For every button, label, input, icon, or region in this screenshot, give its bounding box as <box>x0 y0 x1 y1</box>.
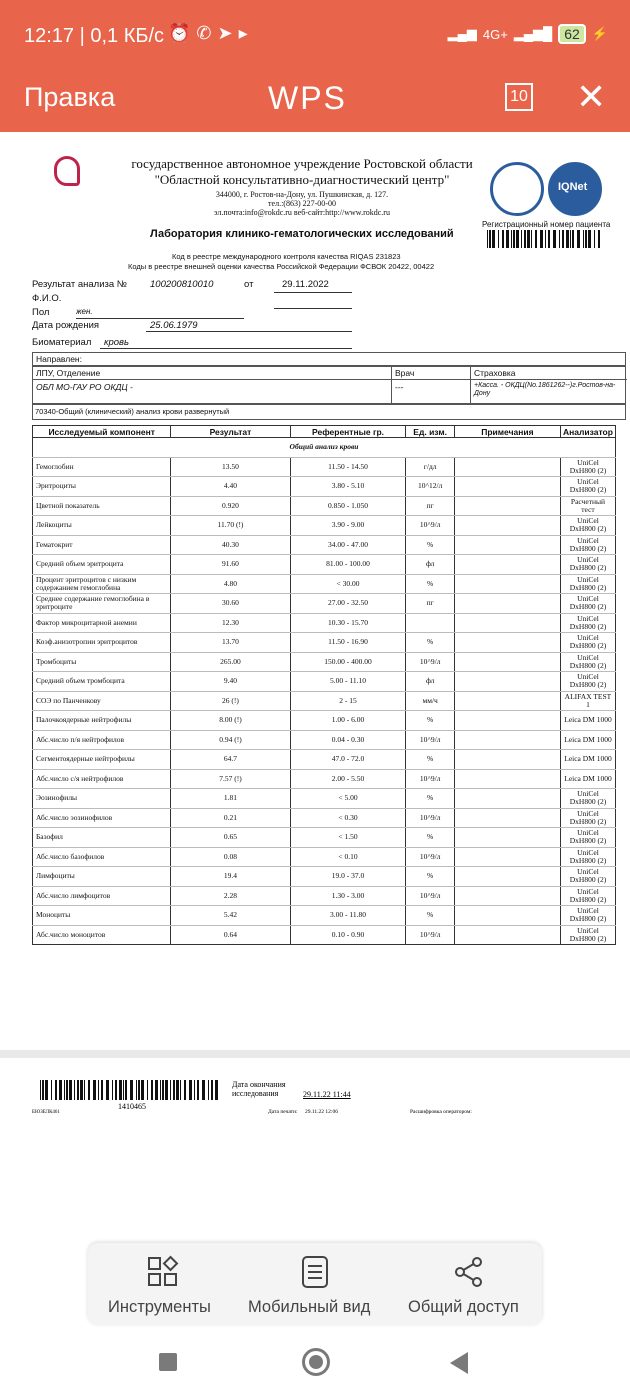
dept-value: ОБЛ МО-ГАУ РО ОКДЦ - <box>36 382 133 392</box>
cell-notes <box>454 672 560 692</box>
cell-notes <box>454 828 560 848</box>
share-icon <box>452 1255 486 1289</box>
signature-label: Расшифровка оператором: <box>410 1109 472 1115</box>
table-row <box>33 691 616 711</box>
cell-result: 0.08 <box>171 847 290 867</box>
cell-component: Тромбоциты <box>33 652 171 672</box>
cell-reference: 3.80 - 5.10 <box>290 477 406 497</box>
share-label: Общий доступ <box>408 1298 519 1316</box>
test-name-box <box>32 404 626 420</box>
table-row <box>33 574 616 594</box>
share-button[interactable] <box>398 1243 542 1325</box>
cell-component: Лейкоциты <box>33 516 171 536</box>
cell-result: 13.70 <box>171 633 290 653</box>
fio-label: Ф.И.О. <box>32 293 62 304</box>
cell-reference: < 1.50 <box>290 828 406 848</box>
cell-unit: 10^12/л <box>406 477 454 497</box>
cell-component: Гемоглобин <box>33 457 171 477</box>
mobile-view-button[interactable] <box>238 1243 398 1325</box>
cell-unit: 10^9/л <box>406 808 454 828</box>
org-header <box>122 156 482 217</box>
table-row <box>33 925 616 945</box>
cell-unit: % <box>406 789 454 809</box>
network-type: 4G+ <box>482 26 508 42</box>
cell-component: Лимфоциты <box>33 867 171 887</box>
table-row <box>33 633 616 653</box>
result-label: Результат анализа № <box>32 279 127 290</box>
cell-result: 64.7 <box>171 750 290 770</box>
cell-notes <box>454 652 560 672</box>
home-icon[interactable] <box>302 1348 330 1376</box>
test-name: 70340-Общий (клинический) анализ крови развернутый <box>35 407 230 416</box>
table-row <box>33 535 616 555</box>
cell-unit: % <box>406 750 454 770</box>
cell-reference: 81.00 - 100.00 <box>290 555 406 575</box>
document-page[interactable] <box>0 132 630 1050</box>
cell-analyzer: UniCel DxH800 (2) <box>560 613 615 633</box>
doctor-header: Врач <box>395 368 415 378</box>
referral-table <box>32 366 626 404</box>
cell-component: Коэф.анизотропии эритроцитов <box>33 633 171 653</box>
cell-analyzer: UniCel DxH800 (2) <box>560 672 615 692</box>
cell-unit: % <box>406 633 454 653</box>
cell-component: Абс.число лимфоцитов <box>33 886 171 906</box>
tools-icon <box>146 1255 180 1289</box>
cell-reference: < 0.30 <box>290 808 406 828</box>
cell-analyzer: UniCel DxH800 (2) <box>560 555 615 575</box>
tools-label: Инструменты <box>108 1298 211 1316</box>
riqas-code: Код в реестре международного контроля качества RIQAS 231823 <box>172 252 401 261</box>
recents-icon[interactable] <box>159 1353 177 1371</box>
cell-analyzer: UniCel DxH800 (2) <box>560 477 615 497</box>
cell-unit: % <box>406 711 454 731</box>
cell-analyzer: UniCel DxH800 (2) <box>560 457 615 477</box>
cell-reference: 10.30 - 15.70 <box>290 613 406 633</box>
table-row <box>33 769 616 789</box>
footer-barcode-number: 1410465 <box>118 1102 146 1111</box>
table-row <box>33 477 616 497</box>
cell-analyzer: UniCel DxH800 (2) <box>560 828 615 848</box>
birth-value: 25.06.1979 <box>150 320 198 331</box>
cell-reference: 2.00 - 5.50 <box>290 769 406 789</box>
table-row <box>33 906 616 926</box>
cell-unit: 10^9/л <box>406 730 454 750</box>
cell-result: 7.57 (!) <box>171 769 290 789</box>
back-icon[interactable] <box>450 1352 468 1374</box>
cell-reference: 5.00 - 11.10 <box>290 672 406 692</box>
cell-unit: мм/ч <box>406 691 454 711</box>
cell-unit: 10^9/л <box>406 516 454 536</box>
cell-unit: % <box>406 574 454 594</box>
cell-reference: 11.50 - 14.50 <box>290 457 406 477</box>
cell-reference: 47.0 - 72.0 <box>290 750 406 770</box>
cell-reference: 0.04 - 0.30 <box>290 730 406 750</box>
signal-bars-icon: ▂▄▆█ <box>513 26 553 41</box>
cell-analyzer: UniCel DxH800 (2) <box>560 535 615 555</box>
cell-notes <box>454 535 560 555</box>
end-date-value: 29.11.22 11:44 <box>303 1090 351 1099</box>
cell-result: 4.40 <box>171 477 290 497</box>
results-table <box>32 425 616 945</box>
cell-notes <box>454 711 560 731</box>
table-row <box>33 711 616 731</box>
cell-analyzer: Leica DM 1000 <box>560 730 615 750</box>
org-phone: тел.:(863) 227-00-00 <box>268 199 336 208</box>
org-line1: государственное автономное учреждение Ростовской области <box>131 156 473 171</box>
cell-result: 0.920 <box>171 496 290 516</box>
cell-result: 0.21 <box>171 808 290 828</box>
alarm-icon: ⏰ <box>168 23 197 43</box>
edit-button[interactable]: Правка <box>24 82 116 112</box>
result-number: 100200810010 <box>150 279 214 290</box>
cell-component: Моноциты <box>33 906 171 926</box>
sex-label: Пол <box>32 307 50 318</box>
cell-result: 4.80 <box>171 574 290 594</box>
cell-notes <box>454 594 560 614</box>
fsvok-code: Коды в реестре внешней оценки качества Российской Федерации ФСВОК 20422, 00422 <box>128 262 435 271</box>
col-component: Исследуемый компонент <box>33 426 171 438</box>
org-line2: "Областной консультативно-диагностический центр" <box>154 172 450 187</box>
tools-button[interactable] <box>88 1243 238 1325</box>
cell-unit: 10^9/л <box>406 925 454 945</box>
cell-component: Процент эритроцитов с низким содержанием гемоглобина <box>33 574 171 594</box>
cell-notes <box>454 769 560 789</box>
cell-notes <box>454 808 560 828</box>
table-row <box>33 789 616 809</box>
doctor-value: --- <box>395 382 404 392</box>
cell-analyzer: UniCel DxH800 (2) <box>560 906 615 926</box>
cell-analyzer: Leica DM 1000 <box>560 750 615 770</box>
cell-notes <box>454 886 560 906</box>
cell-component: Абс.число п/я нейтрофилов <box>33 730 171 750</box>
cell-result: 8.00 (!) <box>171 711 290 731</box>
cell-reference: 3.90 - 9.00 <box>290 516 406 536</box>
table-row <box>33 828 616 848</box>
system-nav-bar <box>0 1330 630 1400</box>
cell-unit: 10^9/л <box>406 652 454 672</box>
cell-reference: < 5.00 <box>290 789 406 809</box>
insurance-value: +Касса. - ОКДЦ(No.1861262--)г.Ростов-на-Дону <box>474 382 616 397</box>
cell-component: Цветной показатель <box>33 496 171 516</box>
cell-analyzer: Leica DM 1000 <box>560 711 615 731</box>
reg-number-label: Регистрационный номер пациента <box>482 220 611 229</box>
cell-unit: пг <box>406 496 454 516</box>
iqnet-seal-icon: IQNet <box>548 162 602 216</box>
cell-result: 265.00 <box>171 652 290 672</box>
cell-analyzer: UniCel DxH800 (2) <box>560 789 615 809</box>
table-row <box>33 613 616 633</box>
footer-code: ЕЮЗЕЛК461 <box>32 1110 60 1115</box>
cell-notes <box>454 691 560 711</box>
table-row <box>33 672 616 692</box>
cell-unit <box>406 613 454 633</box>
whatsapp-icon: ✆ <box>196 23 218 43</box>
end-date-label: Дата окончания исследования <box>232 1080 286 1098</box>
col-unit: Ед. изм. <box>406 426 454 438</box>
signal-icon: ▂▄▆ <box>447 26 477 41</box>
cell-notes <box>454 633 560 653</box>
mobile-view-icon <box>298 1255 332 1289</box>
table-row <box>33 847 616 867</box>
cell-reference: 0.10 - 0.90 <box>290 925 406 945</box>
charging-icon: ⚡ <box>591 26 608 41</box>
cell-result: 11.70 (!) <box>171 516 290 536</box>
cell-analyzer: UniCel DxH800 (2) <box>560 633 615 653</box>
cell-component: Средний объем тромбоцита <box>33 672 171 692</box>
cell-notes <box>454 613 560 633</box>
cell-analyzer: UniCel DxH800 (2) <box>560 652 615 672</box>
birth-label: Дата рождения <box>32 320 100 331</box>
cell-unit: % <box>406 867 454 887</box>
org-address: 344000, г. Ростов-на-Дону, ул. Пушкинская, д. 127. <box>215 190 389 199</box>
wps-logo: WPS <box>268 80 347 116</box>
cell-result: 30.60 <box>171 594 290 614</box>
cell-notes <box>454 477 560 497</box>
cell-result: 12.30 <box>171 613 290 633</box>
cell-reference: 34.00 - 47.00 <box>290 535 406 555</box>
referral-box <box>32 352 626 366</box>
cell-notes <box>454 925 560 945</box>
result-date: 29.11.2022 <box>282 279 329 290</box>
material-value: кровь <box>104 337 130 348</box>
cell-unit: фл <box>406 672 454 692</box>
cell-reference: 19.0 - 37.0 <box>290 867 406 887</box>
cell-analyzer: UniCel DxH800 (2) <box>560 594 615 614</box>
table-row <box>33 808 616 828</box>
cell-notes <box>454 574 560 594</box>
cell-analyzer: UniCel DxH800 (2) <box>560 808 615 828</box>
notification-icons <box>168 23 254 44</box>
cell-component: Базофил <box>33 828 171 848</box>
table-row <box>33 594 616 614</box>
cell-component: Абс.число базофилов <box>33 847 171 867</box>
cell-result: 9.40 <box>171 672 290 692</box>
cell-notes <box>454 750 560 770</box>
cell-analyzer: Расчетный тест <box>560 496 615 516</box>
close-button[interactable]: ✕ <box>576 76 607 117</box>
cell-reference: < 30.00 <box>290 574 406 594</box>
cell-result: 2.28 <box>171 886 290 906</box>
cell-result: 13.50 <box>171 457 290 477</box>
page-gap <box>0 1050 630 1058</box>
sex-value: жен. <box>76 307 93 316</box>
table-row <box>33 457 616 477</box>
cell-unit: 10^9/л <box>406 769 454 789</box>
cell-reference: 27.00 - 32.50 <box>290 594 406 614</box>
status-bar <box>0 0 630 70</box>
patient-barcode <box>487 230 605 248</box>
status-time: 12:17 | 0,1 КБ/с <box>24 25 165 47</box>
cell-component: Абс.число эозинофилов <box>33 808 171 828</box>
col-reference: Референтные гр. <box>290 426 406 438</box>
insurance-header: Страховка <box>474 368 516 378</box>
cell-notes <box>454 457 560 477</box>
cell-analyzer: Leica DM 1000 <box>560 769 615 789</box>
cell-reference: 3.00 - 11.80 <box>290 906 406 926</box>
cell-reference: 150.00 - 400.00 <box>290 652 406 672</box>
cell-component: Гематокрит <box>33 535 171 555</box>
cell-notes <box>454 516 560 536</box>
cell-unit: г/дл <box>406 457 454 477</box>
app-bar <box>0 70 630 132</box>
table-row <box>33 496 616 516</box>
table-row <box>33 730 616 750</box>
cell-result: 0.94 (!) <box>171 730 290 750</box>
table-row <box>33 867 616 887</box>
cell-component: Абс.число моноцитов <box>33 925 171 945</box>
cell-result: 26 (!) <box>171 691 290 711</box>
cell-notes <box>454 496 560 516</box>
bottom-toolbar <box>88 1243 542 1325</box>
org-contacts: эл.почта:info@rokdc.ru веб-сайт:http://www.rokdc.ru <box>214 208 390 217</box>
col-result: Результат <box>171 426 290 438</box>
cell-notes <box>454 867 560 887</box>
table-row <box>33 652 616 672</box>
table-row <box>33 750 616 770</box>
cell-unit: % <box>406 906 454 926</box>
org-logo <box>52 154 104 194</box>
cell-component: Средний объем эритроцита <box>33 555 171 575</box>
col-notes: Примечания <box>454 426 560 438</box>
table-row <box>33 886 616 906</box>
cell-reference: < 0.10 <box>290 847 406 867</box>
cell-analyzer: UniCel DxH800 (2) <box>560 867 615 887</box>
cell-component: Палочкоядерные нейтрофилы <box>33 711 171 731</box>
dept-header: ЛПУ, Отделение <box>36 368 101 378</box>
cell-result: 0.65 <box>171 828 290 848</box>
table-row <box>33 555 616 575</box>
cell-result: 0.64 <box>171 925 290 945</box>
group-row <box>33 438 616 458</box>
cell-reference: 0.850 - 1.050 <box>290 496 406 516</box>
cell-result: 19.4 <box>171 867 290 887</box>
referral-title: Направлен: <box>36 354 82 364</box>
cell-analyzer: UniCel DxH800 (2) <box>560 886 615 906</box>
cell-component: Фактор микроцитарной анемии <box>33 613 171 633</box>
group-title: Общий анализ крови <box>33 438 616 458</box>
cell-analyzer: UniCel DxH800 (2) <box>560 574 615 594</box>
cell-notes <box>454 847 560 867</box>
cell-unit: % <box>406 828 454 848</box>
cell-reference: 1.30 - 3.00 <box>290 886 406 906</box>
status-right <box>448 24 608 44</box>
table-row <box>33 516 616 536</box>
cell-result: 40.30 <box>171 535 290 555</box>
cell-reference: 2 - 15 <box>290 691 406 711</box>
mobile-view-label: Мобильный вид <box>248 1298 371 1316</box>
cell-unit: 10^9/л <box>406 886 454 906</box>
play-icon: ▸ <box>238 23 254 43</box>
cell-result: 5.42 <box>171 906 290 926</box>
cell-unit: фл <box>406 555 454 575</box>
col-analyzer: Анализатор <box>560 426 615 438</box>
cell-component: Среднее содержание гемоглобина в эритроците <box>33 594 171 614</box>
battery-level: 62 <box>558 24 586 44</box>
print-date-value: 29.11.22 12:06 <box>305 1109 338 1115</box>
document-page-2[interactable] <box>0 1058 630 1238</box>
print-date-label: Дата печати: <box>268 1109 298 1115</box>
cell-unit: пг <box>406 594 454 614</box>
cell-component: Эритроциты <box>33 477 171 497</box>
cell-component: Эозинофилы <box>33 789 171 809</box>
cell-result: 91.60 <box>171 555 290 575</box>
telegram-icon: ➤ <box>217 23 239 43</box>
cell-component: Сегментоядерные нейтрофилы <box>33 750 171 770</box>
cell-notes <box>454 906 560 926</box>
cell-result: 1.81 <box>171 789 290 809</box>
cell-component: Абс.число с/я нейтрофилов <box>33 769 171 789</box>
iso-seal-icon <box>490 162 544 216</box>
cell-component: СОЭ по Панченкову <box>33 691 171 711</box>
cell-analyzer: UniCel DxH800 (2) <box>560 516 615 536</box>
table-header-row <box>33 426 616 438</box>
material-label: Биоматериал <box>32 337 92 348</box>
cell-reference: 11.50 - 16.90 <box>290 633 406 653</box>
from-label: от <box>244 279 254 290</box>
cell-unit: % <box>406 535 454 555</box>
cell-analyzer: UniCel DxH800 (2) <box>560 925 615 945</box>
cell-notes <box>454 789 560 809</box>
lab-title: Лаборатория клинико-гематологических исследований <box>150 228 454 240</box>
cell-notes <box>454 730 560 750</box>
heart-logo-icon <box>54 156 80 186</box>
certification-logos <box>488 162 608 220</box>
page-count-button[interactable]: 10 <box>505 83 533 111</box>
cell-unit: 10^9/л <box>406 847 454 867</box>
cell-notes <box>454 555 560 575</box>
cell-analyzer: UniCel DxH800 (2) <box>560 847 615 867</box>
cell-analyzer: ALIFAX TEST 1 <box>560 691 615 711</box>
cell-reference: 1.00 - 6.00 <box>290 711 406 731</box>
